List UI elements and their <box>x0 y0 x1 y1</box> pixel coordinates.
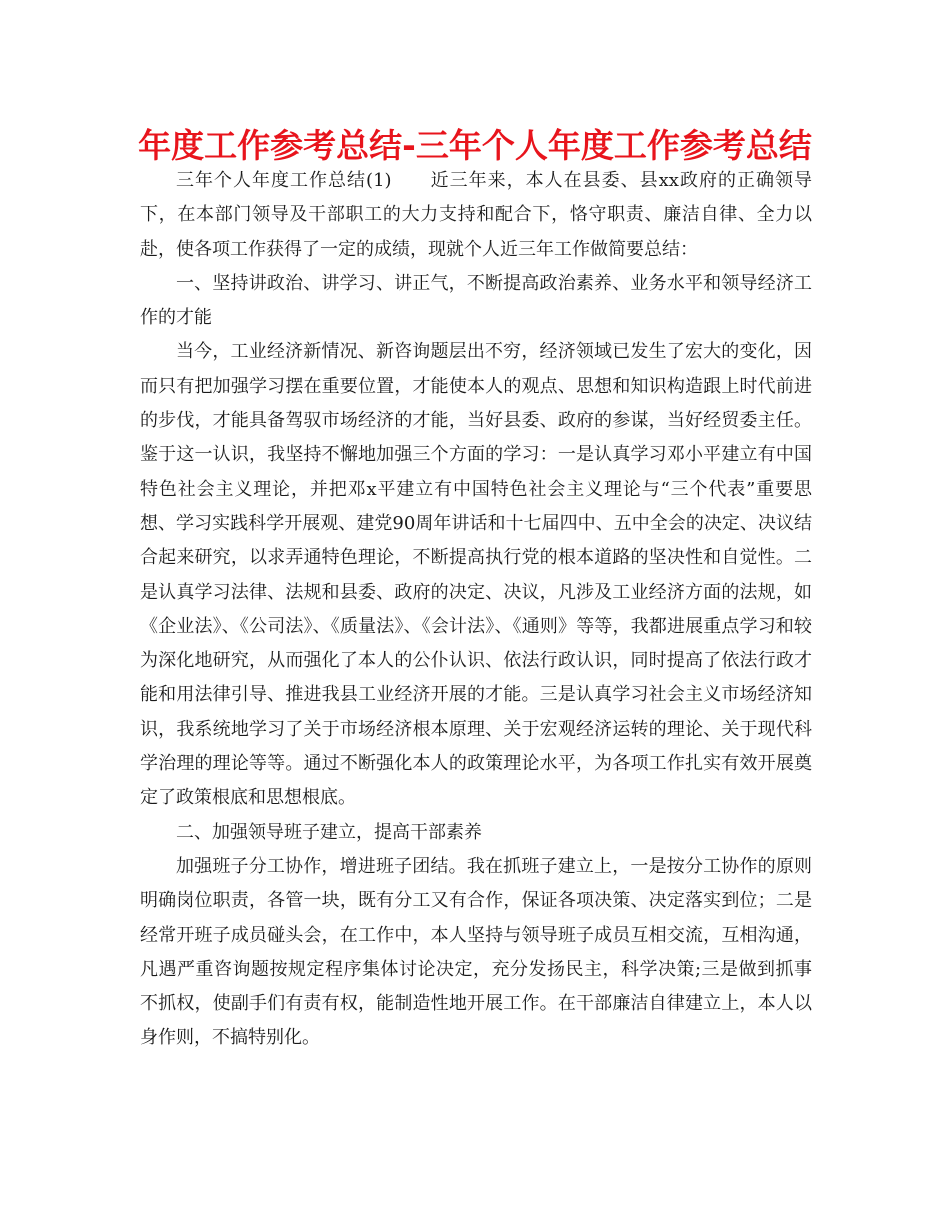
section-heading-1: 一、坚持讲政治、讲学习、讲正气，不断提高政治素养、业务水平和领导经济工作的才能 <box>140 272 812 329</box>
paragraph-intro: 三年个人年度工作总结(1) 近三年来，本人在县委、县xx政府的正确领导下，在本部门领导及干部职工的大力支持和配合下，恪守职责、廉洁自律、全力以赴，使各项工作获得了一定的成绩，现就个人近三年工作做简要总结： <box>140 170 812 260</box>
paragraph-leadership: 加强班子分工协作，增进班子团结。我在抓班子建立上，一是按分工协作的原则明确岗位职责，各管一块，既有分工又有合作，保证各项决策、决定落实到位；二是经常开班子成员碰头会，在工作中，本人坚持与领导班子成员互相交流，互相沟通，凡遇严重咨询题按规定程序集体讨论决定，充分发扬民主，科学决策;三是做到抓事不抓权，使副手们有责有权，能制造性地开展工作。在干部廉洁自律建立上，本人以身作则，不搞特别化。 <box>140 855 812 1049</box>
section-heading-2: 二、加强领导班子建立，提高干部素养 <box>176 821 482 843</box>
document-title: 年度工作参考总结-三年个人年度工作参考总结 <box>138 126 812 165</box>
document-body <box>140 164 812 1056</box>
paragraph-study: 当今，工业经济新情况、新咨询题层出不穷，经济领域已发生了宏大的变化，因而只有把加强学习摆在重要位置，才能使本人的观点、思想和知识构造跟上时代前进的步伐，才能具备驾驭市场经济的才能，当好县委、政府的参谋，当好经贸委主任。鉴于这一认识，我坚持不懈地加强三个方面的学习：一是认真学习邓小平建立有中国特色社会主义理论，并把邓x平建立有中国特色社会主义理论与“三个代表”重要思想、学习实践科学开展观、建党90周年讲话和十七届四中、五中全会的决定、决议结合起来研究，以求弄通特色理论，不断提高执行党的根本道路的坚决性和自觉性。二是认真学习法律、法规和县委、政府的决定、决议，凡涉及工业经济方面的法规，如《企业法》、《公司法》、《质量法》、《会计法》、《通则》等等，我都进展重点学习和较为深化地研究，从而强化了本人的公仆认识、依法行政认识，同时提高了依法行政才能和用法律引导、推进我县工业经济开展的才能。三是认真学习社会主义市场经济知识，我系统地学习了关于市场经济根本原理、关于宏观经济运转的理论、关于现代科学治理的理论等等。通过不断强化本人的政策理论水平，为各项工作扎实有效开展奠定了政策根底和思想根底。 <box>140 341 812 809</box>
